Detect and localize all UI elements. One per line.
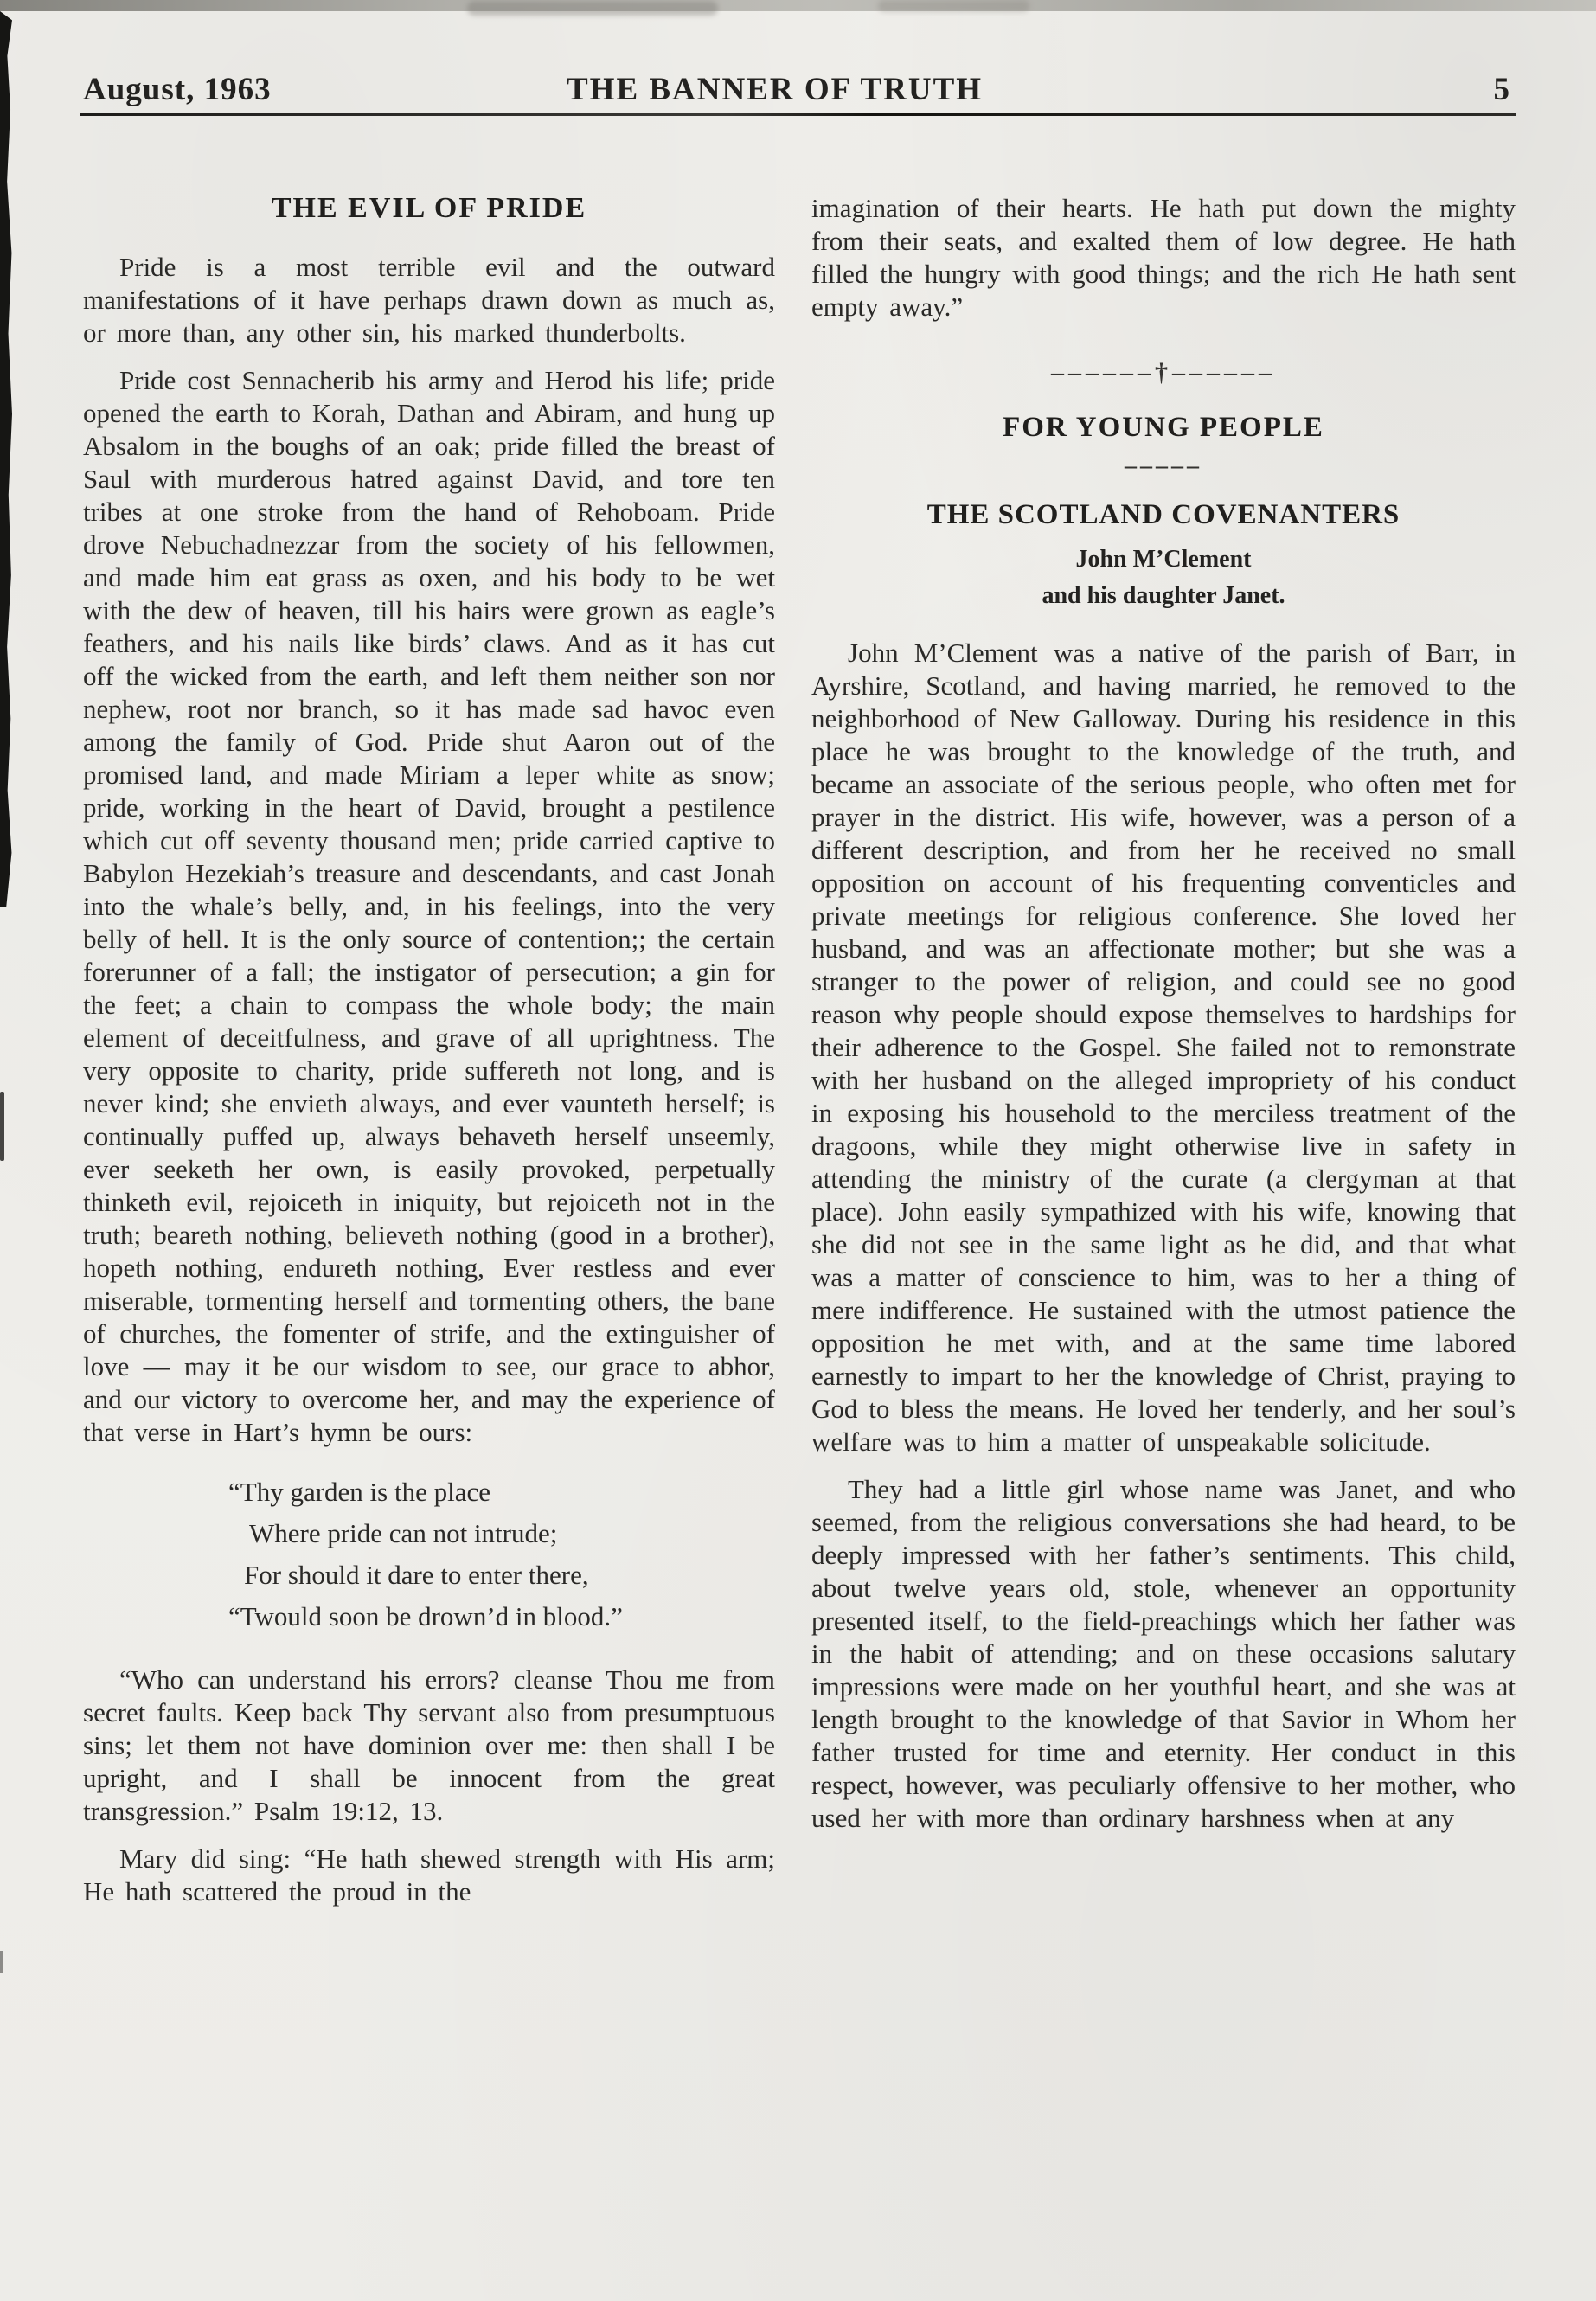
hymn-line: “Twould soon be drown’d in blood.” <box>228 1601 623 1631</box>
page-number: 5 <box>1493 72 1509 107</box>
byline-line: and his daughter Janet. <box>1042 582 1285 609</box>
paragraph: They had a little girl whose name was Janet, and who seemed, from the religious conversations she had heard, to be deeply impressed with her father’s sentiments. This child, about twelve years old, stole, whenever an opportunity presented itself, to the field-preachings which her father was in the habit of attending; and on these occasions salutary impressions were made on her youthful heart, and she was at length brought to the knowledge of that Savior in Whom her father trusted for time and eternity. Her conduct in this respect, however, was peculiarly offensive to her mother, who used her with more than ordinary harshness when at any <box>811 1474 1516 1833</box>
short-divider: ––––– <box>1125 452 1202 479</box>
left-column <box>83 192 775 1923</box>
paragraph: John M’Clement was a native of the parish of Barr, in Ayrshire, Scotland, and having married, he removed to the neighborhood of New Galloway. During his residence in this place he was brought to the knowledge of the truth, and became an associate of the serious people, who often met for prayer in the district. His wife, however, was a person of a different description, and from her he received no small opposition on account of his frequenting conventicles and private meetings for religious conference. She loved her husband, and was an affectionate mother; but she was a stranger to the power of religion, and could see no good reason why people should expose themselves to hardships for their adherence to the Gospel. She failed not to remonstrate with her husband on the alleged impropriety of his conduct in exposing his household to the merciless treatment of the dragoons, while they might otherwise live in safety in attending the ministry of the curate (a clergyman at that place). John easily sympathized with his wife, knowing that she did not see in the same light as he did, and that what was a matter of conscience to him, was to her a thing of mere indifference. He sustained with the utmost patience the opposition he met with, and at the same time labored earnestly to impart to her the knowledge of Christ, praying to God to bless the means. He loved her tenderly, and her soul’s welfare was to him a matter of unspeakable solicitude. <box>811 638 1516 1457</box>
byline <box>811 542 1516 614</box>
scan-smudge <box>467 1 718 16</box>
cross-divider: ––––––†–––––– <box>1051 358 1276 387</box>
paragraph-continuation: imagination of their hearts. He hath put down the mighty from their seats, and exalted them of low degree. He hath filled the hungry with good things; and the rich He hath sent empty away.” <box>811 193 1516 322</box>
hymn-line: For should it dare to enter there, <box>244 1560 589 1590</box>
scan-mark <box>0 1951 3 1973</box>
right-column <box>811 192 1516 1849</box>
scan-edge-top <box>0 0 1596 11</box>
paragraph: Mary did sing: “He hath shewed strength with His arm; He hath scattered the proud in the <box>83 1843 775 1907</box>
header-rule <box>80 113 1516 116</box>
paragraph: Pride is a most terrible evil and the outward manifestations of it have perhaps drawn down as much as, or more than, any other sin, his marked thunderbolts. <box>83 252 775 348</box>
byline-line: John M’Clement <box>1075 546 1252 573</box>
hymn-quote <box>228 1471 775 1638</box>
hymn-line: “Thy garden is the place <box>228 1477 490 1507</box>
scripture-paragraph: “Who can understand his errors? cleanse Thou me from secret faults. Keep back Thy servant also from presumptuous sins; let them not have dominion over me: then shall I be upright, and I shall be innocent from the great transgression.” Psalm 19:12, 13. <box>83 1664 775 1826</box>
issue-date: August, 1963 <box>83 72 272 107</box>
article-title-evil-of-pride: THE EVIL OF PRIDE <box>271 192 587 224</box>
hymn-line: Where pride can not intrude; <box>249 1518 558 1548</box>
scan-edge-left-bar <box>0 11 12 907</box>
section-title-for-young-people: FOR YOUNG PEOPLE <box>1003 412 1324 443</box>
paragraph: Pride cost Sennacherib his army and Herod his life; pride opened the earth to Korah, Dathan and Abiram, and hung up Absalom in the boughs of an oak; pride filled the breast of Saul with murderous hatred against David, and tore ten tribes at one stroke from the hand of Rehoboam. Pride drove Nebuchadnezzar from the society of his fellowmen, and made him eat grass as oxen, and his body to be wet with the dew of heaven, till his hairs were grown as eagle’s feathers, and his nails like birds’ claws. And as it has cut off the wicked from the earth, and left them neither son nor nephew, root nor branch, so it has made sad havoc even among the family of God. Pride shut Aaron out of the promised land, and made Miriam a leper white as snow; pride, working in the heart of David, brought a pestilence which cut off seventy thousand men; pride carried captive to Babylon Hezekiah’s treasure and descendants, and cast Jonah into the whale’s belly, and, in his feelings, into the very belly of hell. It is the only source of contention;; the certain forerunner of a fall; the instigator of persecution; a gin for the feet; a chain to compass the whole body; the main element of deceitfulness, and grave of all uprightness. The very opposite to charity, pride suffereth not long, and is never kind; she envieth always, and ever vaunteth herself; is continually puffed up, always behaveth herself unseemly, ever seeketh her own, is easily provoked, perpetually thinketh evil, rejoiceth in iniquity, but rejoiceth not in the truth; beareth nothing, believeth nothing (good in a brother), hopeth nothing, endureth nothing, Ever restless and ever miserable, tormenting herself and tormenting others, the bane of churches, the fomenter of strife, and the extinguisher of love — may it be our wisdom to see, our grace to abhor, and our victory to overcome her, and may the experience of that verse in Hart’s hymn be ours: <box>83 365 775 1447</box>
scan-mark <box>0 1092 4 1161</box>
article-title-scotland-covenanters: THE SCOTLAND COVENANTERS <box>926 499 1401 530</box>
masthead-title: THE BANNER OF TRUTH <box>567 72 984 107</box>
scan-smudge <box>878 0 1029 12</box>
